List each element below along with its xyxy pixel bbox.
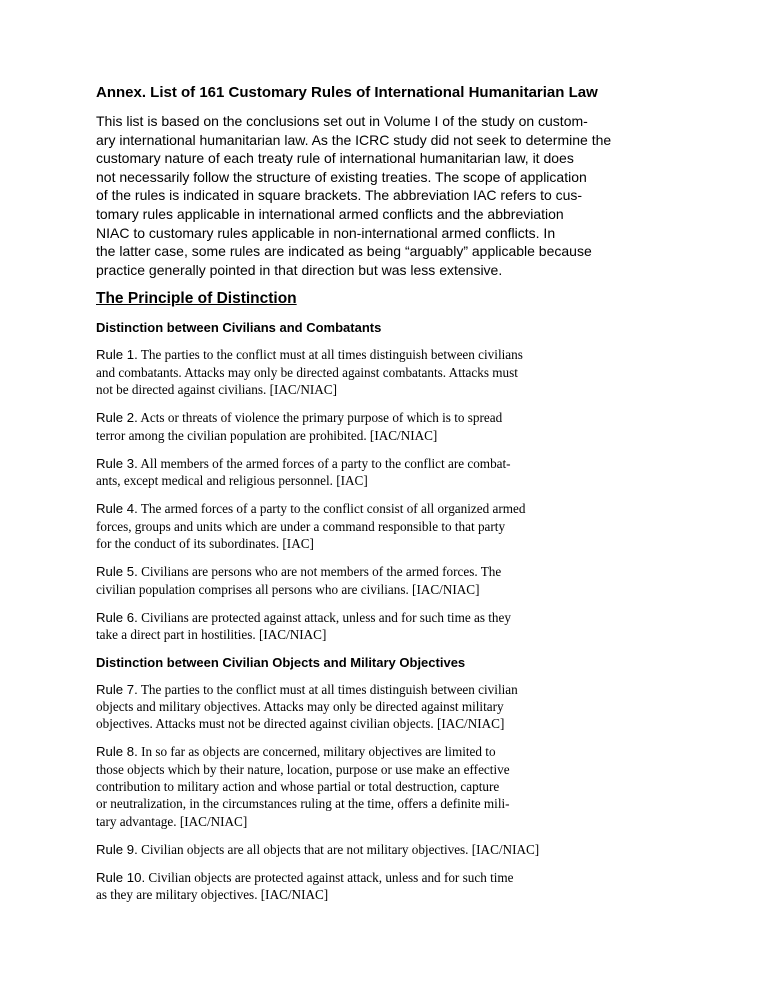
rule-text-line: terror among the civilian population are prohibited. [IAC/NIAC]: [96, 427, 438, 443]
document-page: [96, 84, 696, 915]
rule-8: [96, 743, 696, 829]
rule-label: Rule 2.: [96, 410, 138, 426]
rule-text-line: ants, except medical and religious personnel. [IAC]: [96, 473, 368, 489]
rule-label: Rule 7.: [96, 681, 138, 697]
rule-text-line: and combatants. Attacks may only be directed against combatants. Attacks must: [96, 364, 518, 380]
rule-10: [96, 869, 696, 904]
rule-text-line: The parties to the conflict must at all times distinguish between civilians: [140, 347, 523, 363]
rule-text-line: forces, groups and units which are under a command responsible to that party: [96, 518, 506, 534]
intro-line: of the rules is indicated in square brackets. The abbreviation IAC refers to cus-: [96, 187, 583, 204]
rule-9: [96, 841, 696, 858]
rule-text-line: Civilian objects are protected against attack, unless and for such time: [148, 870, 514, 886]
rule-2: [96, 409, 696, 444]
rule-text-line: contribution to military action and whose partial or total destruction, capture: [96, 778, 500, 794]
rule-text-line: objects and military objectives. Attacks may only be directed against military: [96, 698, 504, 714]
intro-line: not necessarily follow the structure of existing treaties. The scope of application: [96, 168, 587, 185]
rule-5: [96, 563, 696, 598]
rule-label: Rule 10.: [96, 870, 146, 886]
rule-text-line: not be directed against civilians. [IAC/NIAC]: [96, 381, 337, 397]
intro-line: practice generally pointed in that direction but was less extensive.: [96, 261, 503, 278]
rule-label: Rule 1.: [96, 347, 138, 363]
document-title: Annex. List of 161 Customary Rules of International Humanitarian Law: [96, 84, 598, 101]
rule-1: [96, 346, 696, 398]
rule-text-line: for the conduct of its subordinates. [IAC]: [96, 536, 314, 552]
intro-line: NIAC to customary rules applicable in non-international armed conflicts. In: [96, 224, 556, 241]
intro-line: the latter case, some rules are indicated as being “arguably” applicable because: [96, 243, 592, 260]
rule-text-line: The parties to the conflict must at all times distinguish between civilian: [140, 681, 518, 697]
rule-text-line: or neutralization, in the circumstances ruling at the time, offers a definite mili-: [96, 796, 510, 812]
subsection-heading: Distinction between Civilians and Combatants: [96, 320, 382, 336]
rule-text-line: civilian population comprises all persons who are civilians. [IAC/NIAC]: [96, 581, 480, 597]
rule-7: [96, 681, 696, 733]
rule-text-line: Civilians are protected against attack, unless and for such time as they: [141, 609, 511, 625]
intro-line: tomary rules applicable in international armed conflicts and the abbreviation: [96, 205, 564, 222]
rule-label: Rule 9.: [96, 841, 138, 857]
rule-3: [96, 455, 696, 490]
rule-text-line: Civilians are persons who are not members of the armed forces. The: [141, 564, 502, 580]
section-heading: The Principle of Distinction: [96, 290, 297, 308]
intro-line: ary international humanitarian law. As the ICRC study did not seek to determine the: [96, 131, 612, 148]
intro-line: customary nature of each treaty rule of international humanitarian law, it does: [96, 150, 574, 167]
rule-text-line: The armed forces of a party to the conflict consist of all organized armed: [140, 501, 526, 517]
intro-paragraph: [96, 112, 696, 279]
rule-label: Rule 5.: [96, 564, 138, 580]
rule-text-line: Civilian objects are all objects that are not military objectives. [IAC/NIAC]: [141, 841, 540, 857]
rule-label: Rule 4.: [96, 501, 138, 517]
rule-text-line: objectives. Attacks must not be directed against civilian objects. [IAC/NIAC]: [96, 716, 505, 732]
rule-text-line: Acts or threats of violence the primary purpose of which is to spread: [140, 410, 503, 426]
rule-label: Rule 3.: [96, 455, 138, 471]
rule-text-line: All members of the armed forces of a party to the conflict are combat-: [140, 455, 511, 471]
rule-text-line: take a direct part in hostilities. [IAC/NIAC]: [96, 627, 327, 643]
rule-text-line: tary advantage. [IAC/NIAC]: [96, 813, 248, 829]
rule-6: [96, 609, 696, 644]
intro-line: This list is based on the conclusions set out in Volume I of the study on custom-: [96, 113, 588, 129]
rule-text-line: as they are military objectives. [IAC/NIAC]: [96, 887, 329, 903]
subsection-heading: Distinction between Civilian Objects and Military Objectives: [96, 654, 466, 670]
rule-text-line: In so far as objects are concerned, military objectives are limited to: [141, 744, 496, 760]
rule-4: [96, 500, 696, 552]
rule-label: Rule 6.: [96, 609, 138, 625]
rule-label: Rule 8.: [96, 744, 138, 760]
rule-text-line: those objects which by their nature, location, purpose or use make an effective: [96, 761, 510, 777]
